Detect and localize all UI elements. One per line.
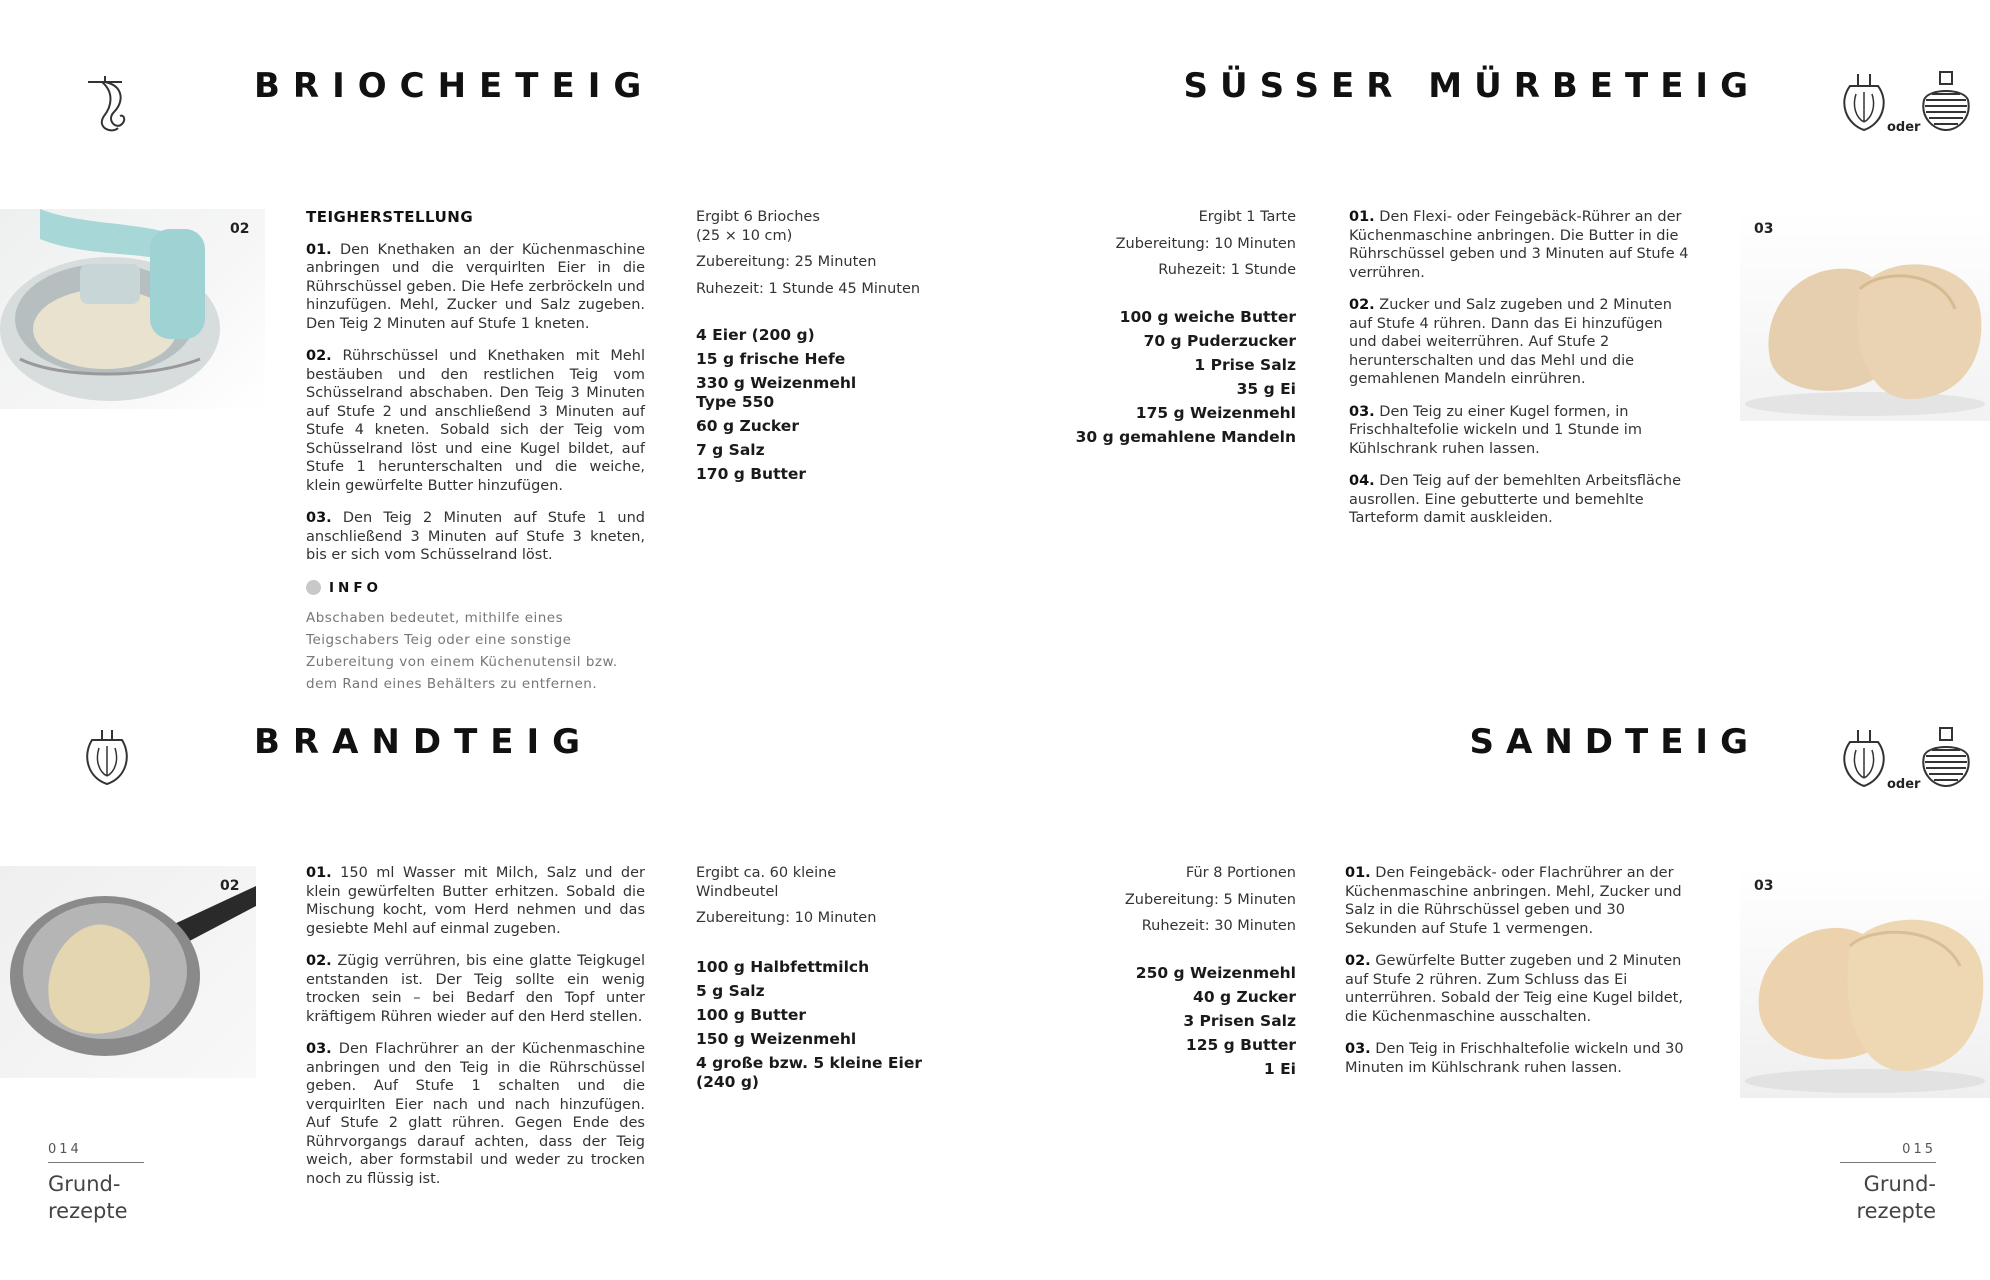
ingredient-item: 4 Eier (200 g): [696, 326, 815, 344]
brioche-prep-time: Zubereitung: 25 Minuten: [696, 254, 877, 270]
dough-hook-icon: [84, 72, 134, 134]
footer-left: [48, 1142, 144, 1225]
recipe-title-muerbeteig: SÜSSER MÜRBETEIG: [1183, 66, 1760, 106]
flat-beater-icon: [80, 728, 134, 788]
muerbeteig-meta: [1000, 208, 1296, 288]
ingredient-item: 70 g Puderzucker: [1143, 332, 1296, 350]
footer-divider: [48, 1162, 144, 1163]
recipe-title-brandteig: BRANDTEIG: [254, 722, 594, 762]
brioche-ingredients: [696, 326, 881, 489]
brioche-step-3: 03. Den Teig 2 Minuten auf Stufe 1 und anschließend 3 Minuten auf Stufe 3 kneten, bis er sich vom Schüsselrand löst.: [306, 510, 646, 563]
ingredient-item: 170 g Butter: [696, 465, 807, 483]
ingredient-item: 1 Ei: [1263, 1060, 1296, 1078]
ingredient-item: 60 g Zucker: [696, 417, 799, 435]
brioche-meta: [696, 208, 956, 306]
ingredient-item: 100 g weiche Butter: [1119, 308, 1296, 326]
brandteig-step-1: 01. 150 ml Wasser mit Milch, Salz und der klein gewürfelten Butter erhitzen. Sobald die Mischung kocht, vom Herd nehmen und das gesiebte Mehl auf einmal zugeben.: [306, 865, 645, 937]
ingredient-item: 3 Prisen Salz: [1183, 1012, 1296, 1030]
brandteig-steps: [306, 864, 645, 1202]
section-label-right-1: Grund-: [1863, 1172, 1936, 1196]
ingredient-item: 150 g Weizenmehl: [696, 1030, 857, 1048]
brioche-step-1: 01. Den Knethaken an der Küchenmaschine anbringen und die verquirlten Eier in die Rührschüssel geben. Die Hefe zerbröckeln und hinzufügen. Mehl, Zucker und Salz zugeben. Den Teig 2 Minuten auf Stufe 1 kneten.: [306, 241, 645, 332]
section-label-left-1: Grund-: [48, 1172, 121, 1196]
ingredient-item: 5 g Salz: [696, 982, 765, 1000]
sandteig-meta: [1000, 864, 1296, 944]
brandteig-prep-time: Zubereitung: 10 Minuten: [696, 910, 877, 926]
ingredient-item: 7 g Salz: [696, 441, 765, 459]
brioche-steps: [306, 208, 645, 695]
brioche-step-2: 02. Rührschüssel und Knethaken mit Mehl bestäuben und den restlichen Teig vom Schüsselrand abschaben. Den Teig 3 Minuten auf Stufe 2 und anschließend 3 Minuten auf Stufe 4 kneten. Sobald sich der Teig vom Schüsselrand löst und eine Kugel bildet, auf Stufe 1 herunterschalten und die weiche, klein gewürfelte Butter hinzufügen.: [306, 348, 645, 494]
brioche-info-heading: INFO: [306, 579, 645, 598]
oder-label-muerbeteig: oder: [1887, 120, 1921, 135]
ingredient-item: 175 g Weizenmehl: [1135, 404, 1296, 422]
pastry-beater-icon: [1918, 726, 1974, 790]
ingredient-item: 4 große bzw. 5 kleine Eier (240 g): [696, 1054, 922, 1091]
muerbeteig-rest-time: Ruhezeit: 1 Stunde: [1158, 262, 1296, 278]
brioche-yield: Ergibt 6 Brioches: [696, 209, 820, 225]
brioche-subhead: TEIGHERSTELLUNG: [306, 208, 474, 226]
info-dot-icon: [306, 580, 321, 595]
recipe-title-brioche: BRIOCHETEIG: [254, 66, 655, 106]
brandteig-yield: Ergibt ca. 60 kleine Windbeutel: [696, 865, 837, 900]
photo-number-brioche: 02: [230, 221, 250, 237]
ingredient-item: 330 g Weizenmehl Type 550: [696, 374, 857, 411]
photo-number-sandteig: 03: [1754, 878, 1774, 894]
sandteig-step-3: 03. Den Teig in Frischhaltefolie wickeln und 30 Minuten im Kühlschrank ruhen lassen.: [1345, 1041, 1684, 1076]
recipe-title-sandteig: SANDTEIG: [1469, 722, 1760, 762]
page-number-left: 014: [48, 1142, 82, 1157]
ingredient-item: 100 g Butter: [696, 1006, 807, 1024]
muerbeteig-step-4: 04. Den Teig auf der bemehlten Arbeitsfläche ausrollen. Eine gebutterte und bemehlte Tarteform damit auskleiden.: [1349, 473, 1681, 526]
muerbeteig-step-3: 03. Den Teig zu einer Kugel formen, in Frischhaltefolie wickeln und 1 Stunde im Kühlschrank ruhen lassen.: [1349, 403, 1642, 457]
pastry-beater-icon: [1918, 70, 1974, 134]
ingredient-item: 15 g frische Hefe: [696, 350, 846, 368]
photo-brandteig-pot: [0, 866, 256, 1078]
brioche-rest-time: Ruhezeit: 1 Stunde 45 Minuten: [696, 280, 921, 297]
muerbeteig-prep-time: Zubereitung: 10 Minuten: [1115, 235, 1296, 252]
photo-brioche-mixer: [0, 209, 265, 409]
dough-balls-image: [1740, 866, 1990, 1098]
brandteig-meta: [696, 864, 896, 936]
section-label-left-2: rezepte: [48, 1199, 128, 1223]
ingredient-item: 30 g gemahlene Mandeln: [1075, 428, 1296, 446]
muerbeteig-step-2: 02. Zucker und Salz zugeben und 2 Minuten auf Stufe 4 rühren. Dann das Ei hinzufügen und dabei weiterrühren. Auf Stufe 2 herunterschalten und das Mehl und die gemahlenen Mandeln einrühren.: [1349, 297, 1672, 387]
sandteig-rest-time: Ruhezeit: 30 Minuten: [1141, 918, 1296, 934]
saucepan-image: [0, 866, 256, 1078]
ingredient-item: 250 g Weizenmehl: [1135, 964, 1296, 982]
brioche-info-text: Abschaben bedeutet, mithilfe eines Teigschabers Teig oder eine sonstige Zubereitung von einem Küchenutensil bzw. dem Rand eines Behälters zu entfernen.: [306, 610, 618, 692]
muerbeteig-steps: [1349, 208, 1689, 542]
footer-right: [1840, 1142, 1936, 1225]
flex-beater-icon: [1836, 728, 1890, 790]
brandteig-step-2: 02. Zügig verrühren, bis eine glatte Teigkugel entstanden ist. Der Teig sollte ein wenig trocken sein – bei Bedarf den Topf unter kräftigem Rühren wieder auf den Herd stellen.: [306, 953, 645, 1025]
oder-label-sandteig: oder: [1887, 777, 1921, 792]
section-label-right-2: rezepte: [1856, 1199, 1936, 1223]
sandteig-ingredients: [1000, 964, 1296, 1084]
photo-number-brandteig: 02: [220, 878, 240, 894]
ingredient-item: 125 g Butter: [1185, 1036, 1296, 1054]
dough-balls-image: [1740, 209, 1990, 421]
sandteig-steps: [1345, 864, 1689, 1091]
ingredient-item: 35 g Ei: [1236, 380, 1296, 398]
photo-sandteig-dough: [1740, 866, 1990, 1098]
ingredient-item: 1 Prise Salz: [1194, 356, 1296, 374]
muerbeteig-ingredients: [1000, 308, 1296, 452]
sandteig-prep-time: Zubereitung: 5 Minuten: [1124, 891, 1296, 908]
ingredient-item: 100 g Halbfettmilch: [696, 958, 870, 976]
muerbeteig-yield: Ergibt 1 Tarte: [1198, 209, 1296, 225]
photo-number-muerbeteig: 03: [1754, 221, 1774, 237]
sandteig-yield: Für 8 Portionen: [1185, 865, 1296, 881]
page-number-right: 015: [1902, 1142, 1936, 1157]
ingredient-item: 40 g Zucker: [1193, 988, 1296, 1006]
brandteig-step-3: 03. Den Flachrührer an der Küchenmaschine anbringen und den Teig in die Rührschüssel geben. Auf Stufe 1 schalten und die verquirlten Eier nach und nach hinzufügen. Auf Stufe 2 glatt rühren. Gegen Ende des Rührvorgangs darauf achten, dass der Teig weich, aber formstabil und weder zu trocken noch zu flüssig ist.: [306, 1041, 645, 1187]
stand-mixer-image: [0, 209, 265, 409]
footer-divider: [1840, 1162, 1936, 1163]
sandteig-step-2: 02. Gewürfelte Butter zugeben und 2 Minuten auf Stufe 2 rühren. Zum Schluss das Ei unterrühren. Sobald der Teig eine Kugel bildet, die Küchenmaschine ausschalten.: [1345, 953, 1683, 1025]
brandteig-ingredients: [696, 958, 946, 1097]
sandteig-step-1: 01. Den Feingebäck- oder Flachrührer an der Küchenmaschine anbringen. Mehl, Zucker und Salz in die Rührschüssel geben und 30 Sekunden auf Stufe 1 vermengen.: [1345, 865, 1682, 937]
muerbeteig-step-1: 01. Den Flexi- oder Feingebäck-Rührer an der Küchenmaschine anbringen. Die Butter in die Rührschüssel geben und 3 Minuten auf Stufe 4 verrühren.: [1349, 209, 1689, 281]
flex-beater-icon: [1836, 72, 1890, 134]
brioche-yield-size: (25 × 10 cm): [696, 227, 793, 244]
photo-muerbeteig-dough: [1740, 209, 1990, 421]
